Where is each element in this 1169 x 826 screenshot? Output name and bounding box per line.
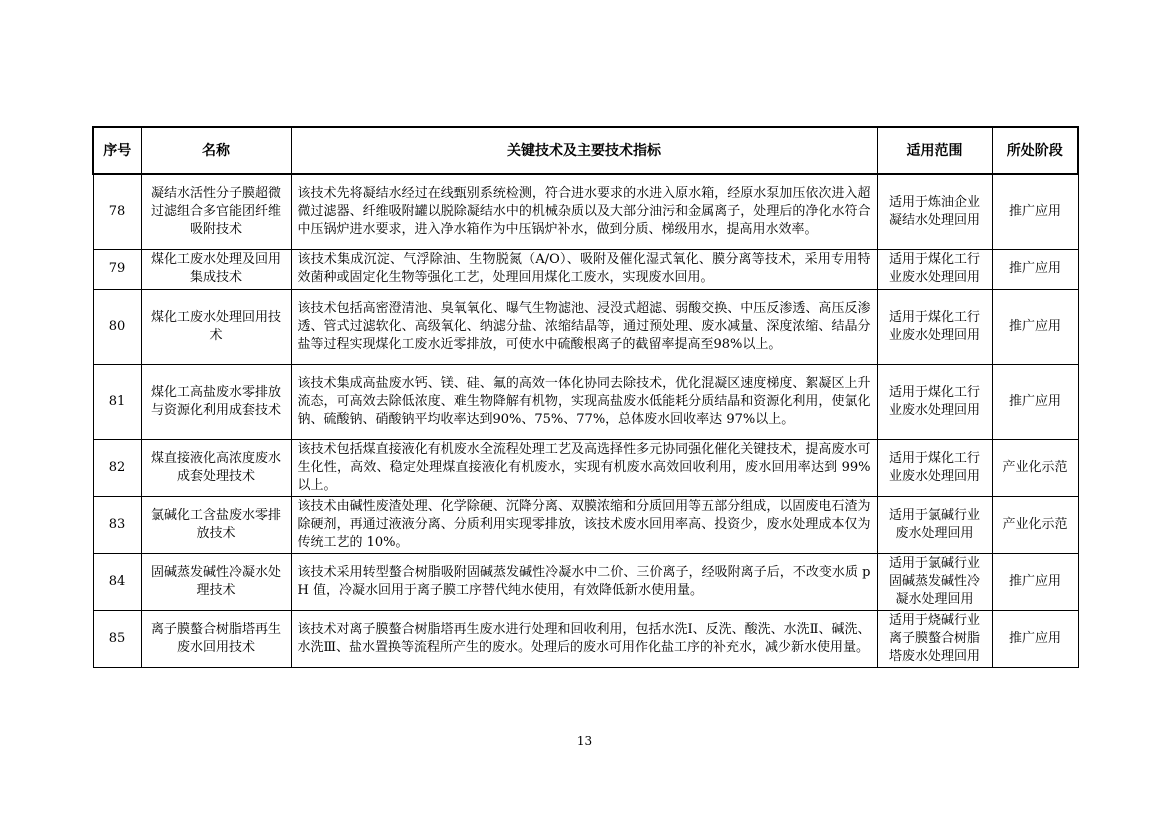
row-scope: 适用于氯碱行业固碱蒸发碱性冷凝水处理回用	[877, 553, 992, 610]
row-scope: 适用于氯碱行业废水处理回用	[877, 496, 992, 553]
row-name: 凝结水活性分子膜超微过滤组合多官能团纤维吸附技术	[141, 174, 291, 249]
row-name: 煤化工高盐废水零排放与资源化利用成套技术	[141, 364, 291, 439]
table-body	[93, 174, 1078, 667]
table-row	[93, 553, 1078, 610]
row-stage: 推广应用	[992, 174, 1078, 249]
row-scope: 适用于煤化工行业废水处理回用	[877, 289, 992, 364]
row-desc: 该技术包括煤直接液化有机废水全流程处理工艺及高选择性多元协同强化催化关键技术，提高废水可生化性，高效、稳定处理煤直接液化有机废水，实现有机废水高效回收利用，废水回用率达到 99%以上。	[291, 439, 877, 496]
header-no: 序号	[93, 127, 141, 174]
row-name: 煤直接液化高浓度废水成套处理技术	[141, 439, 291, 496]
row-no: 78	[93, 174, 141, 249]
row-desc: 该技术对离子膜螯合树脂塔再生废水进行处理和回收利用，包括水洗Ⅰ、反洗、酸洗、水洗Ⅱ、碱洗、水洗Ⅲ、盐水置换等流程所产生的废水。处理后的废水可用作化盐工序的补充水，减少新水使用量。	[291, 610, 877, 667]
row-no: 82	[93, 439, 141, 496]
table-row	[93, 610, 1078, 667]
row-no: 83	[93, 496, 141, 553]
row-no: 84	[93, 553, 141, 610]
row-no: 85	[93, 610, 141, 667]
header-desc: 关键技术及主要技术指标	[291, 127, 877, 174]
row-no: 79	[93, 249, 141, 289]
row-name: 氯碱化工含盐废水零排放技术	[141, 496, 291, 553]
table-row	[93, 439, 1078, 496]
row-desc: 该技术集成沉淀、气浮除油、生物脱氮（A/O）、吸附及催化湿式氧化、膜分离等技术，采用专用特效菌种或固定化生物等强化工艺，处理回用煤化工废水，实现废水回用。	[291, 249, 877, 289]
row-stage: 推广应用	[992, 249, 1078, 289]
table-row	[93, 364, 1078, 439]
row-stage: 推广应用	[992, 364, 1078, 439]
row-scope: 适用于煤化工行业废水处理回用	[877, 364, 992, 439]
row-name: 固碱蒸发碱性冷凝水处理技术	[141, 553, 291, 610]
row-stage: 产业化示范	[992, 439, 1078, 496]
row-no: 81	[93, 364, 141, 439]
row-scope: 适用于煤化工行业废水处理回用	[877, 249, 992, 289]
header-stage: 所处阶段	[992, 127, 1078, 174]
table-row	[93, 496, 1078, 553]
row-desc: 该技术采用转型螯合树脂吸附固碱蒸发碱性冷凝水中二价、三价离子，经吸附离子后，不改变水质 pH 值，冷凝水回用于离子膜工序替代纯水使用，有效降低新水使用量。	[291, 553, 877, 610]
header-row	[93, 127, 1078, 174]
row-scope: 适用于炼油企业凝结水处理回用	[877, 174, 992, 249]
table-header	[93, 127, 1078, 174]
row-stage: 推广应用	[992, 289, 1078, 364]
row-name: 煤化工废水处理回用技术	[141, 289, 291, 364]
header-scope: 适用范围	[877, 127, 992, 174]
row-desc: 该技术由碱性废渣处理、化学除硬、沉降分离、双膜浓缩和分质回用等五部分组成，以固废电石渣为除硬剂，再通过液液分离、分质利用实现零排放，该技术废水回用率高、投资少，废水处理成本仅为传统工艺的 10%。	[291, 496, 877, 553]
row-stage: 产业化示范	[992, 496, 1078, 553]
header-name: 名称	[141, 127, 291, 174]
row-scope: 适用于烧碱行业离子膜螯合树脂塔废水处理回用	[877, 610, 992, 667]
table-row	[93, 249, 1078, 289]
row-desc: 该技术先将凝结水经过在线甄别系统检测，符合进水要求的水进入原水箱，经原水泵加压依次进入超微过滤器、纤维吸附罐以脱除凝结水中的机械杂质以及大部分油污和金属离子，处理后的净化水符合中压锅炉进水要求，进入净水箱作为中压锅炉补水，做到分质、梯级用水，提高用水效率。	[291, 174, 877, 249]
table-row	[93, 174, 1078, 249]
row-scope: 适用于煤化工行业废水处理回用	[877, 439, 992, 496]
table-row	[93, 289, 1078, 364]
row-desc: 该技术包括高密澄清池、臭氧氧化、曝气生物滤池、浸没式超滤、弱酸交换、中压反渗透、高压反渗透、管式过滤软化、高级氧化、纳滤分盐、浓缩结晶等，通过预处理、废水减量、深度浓缩、结晶分盐等过程实现煤化工废水近零排放，可使水中硫酸根离子的截留率提高至98%以上。	[291, 289, 877, 364]
row-no: 80	[93, 289, 141, 364]
row-stage: 推广应用	[992, 610, 1078, 667]
row-desc: 该技术集成高盐废水钙、镁、硅、氟的高效一体化协同去除技术，优化混凝区速度梯度、絮凝区上升流态，可高效去除低浓度、难生物降解有机物，实现高盐废水低能耗分质结晶和资源化利用，使氯化钠、硫酸钠、硝酸钠平均收率达到90%、75%、77%，总体废水回收率达 97%以上。	[291, 364, 877, 439]
page-number: 13	[576, 734, 593, 748]
technology-table	[92, 126, 1079, 668]
row-name: 离子膜螯合树脂塔再生废水回用技术	[141, 610, 291, 667]
row-name: 煤化工废水处理及回用集成技术	[141, 249, 291, 289]
row-stage: 推广应用	[992, 553, 1078, 610]
